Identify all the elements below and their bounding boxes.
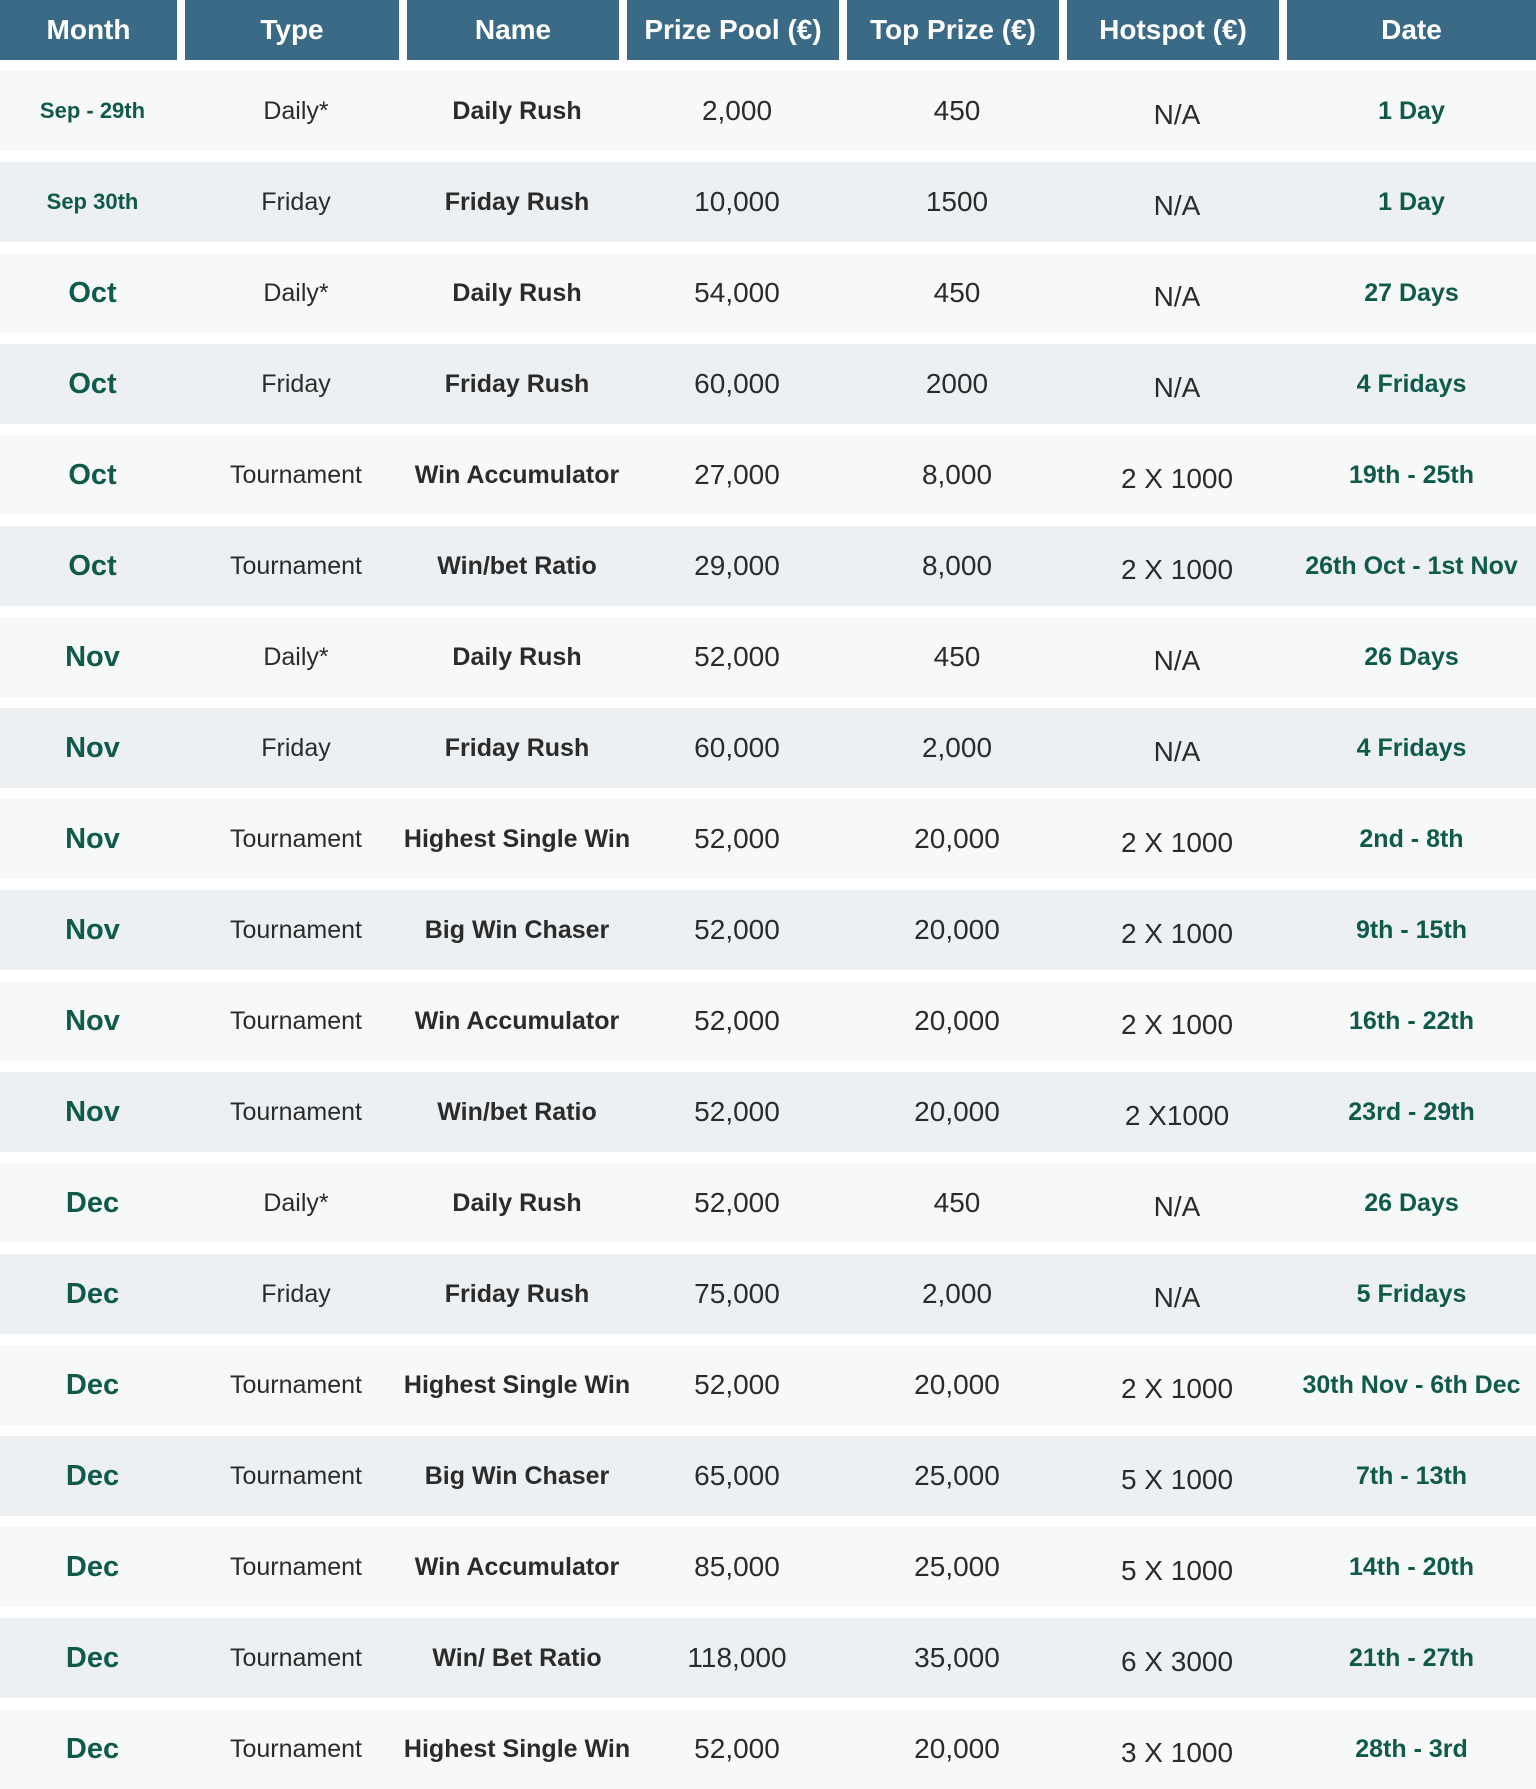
- table-row: [0, 890, 1536, 970]
- cell-date: 7th - 13th: [1355, 1461, 1468, 1490]
- cell-top-prize: 25,000: [914, 1551, 1000, 1582]
- cell-name: Daily Rush: [452, 642, 582, 671]
- cell-month: Nov: [65, 1095, 120, 1128]
- cell-name: Win Accumulator: [414, 1552, 620, 1581]
- table-row: [0, 1254, 1536, 1334]
- cell-hotspot: N/A: [1153, 1191, 1201, 1222]
- table-row: [0, 1436, 1536, 1516]
- cell-hotspot: N/A: [1153, 99, 1201, 130]
- header-name: Name: [407, 0, 627, 60]
- cell-prize-pool: 52,000: [694, 1096, 780, 1127]
- cell-type: Tournament: [229, 1734, 363, 1763]
- cell-type: Tournament: [229, 551, 363, 580]
- cell-hotspot: 3 X 1000: [1120, 1737, 1234, 1768]
- table-row: [0, 253, 1536, 333]
- cell-hotspot: 2 X 1000: [1120, 463, 1234, 494]
- cell-name: Daily Rush: [452, 278, 582, 307]
- cell-prize-pool: 27,000: [694, 459, 780, 490]
- cell-name: Friday Rush: [444, 369, 590, 398]
- cell-month: Dec: [65, 1277, 120, 1310]
- table-header: [0, 0, 1536, 60]
- cell-hotspot: N/A: [1153, 1282, 1201, 1313]
- table-row: [0, 435, 1536, 515]
- table-row: [0, 1072, 1536, 1152]
- cell-type: Tournament: [229, 1643, 363, 1672]
- cell-name: Highest Single Win: [403, 1370, 631, 1399]
- cell-type: Daily*: [263, 278, 329, 307]
- cell-prize-pool: 52,000: [694, 1187, 780, 1218]
- cell-type: Tournament: [229, 915, 363, 944]
- cell-prize-pool: 52,000: [694, 641, 780, 672]
- cell-date: 21th - 27th: [1348, 1643, 1475, 1672]
- cell-type: Daily*: [263, 642, 329, 671]
- cell-date: 1 Day: [1378, 96, 1445, 125]
- cell-top-prize: 450: [933, 95, 981, 126]
- cell-hotspot: 2 X1000: [1124, 1100, 1230, 1131]
- cell-prize-pool: 75,000: [694, 1278, 780, 1309]
- cell-top-prize: 20,000: [914, 823, 1000, 854]
- cell-date: 16th - 22th: [1348, 1006, 1475, 1035]
- cell-prize-pool: 65,000: [694, 1460, 780, 1491]
- cell-prize-pool: 60,000: [694, 368, 780, 399]
- cell-date: 1 Day: [1378, 187, 1445, 216]
- cell-type: Friday: [261, 187, 331, 216]
- cell-hotspot: N/A: [1153, 190, 1201, 221]
- cell-date: 19th - 25th: [1348, 460, 1475, 489]
- cell-top-prize: 20,000: [914, 914, 1000, 945]
- cell-month: Sep - 29th: [39, 98, 146, 123]
- cell-name: Big Win Chaser: [424, 915, 610, 944]
- cell-hotspot: N/A: [1153, 281, 1201, 312]
- cell-hotspot: 2 X 1000: [1120, 1373, 1234, 1404]
- cell-month: Dec: [65, 1550, 120, 1583]
- cell-top-prize: 20,000: [914, 1369, 1000, 1400]
- cell-type: Tournament: [229, 1552, 363, 1581]
- cell-type: Friday: [261, 733, 331, 762]
- header-month: Month: [0, 0, 185, 60]
- cell-prize-pool: 118,000: [687, 1642, 787, 1673]
- cell-month: Dec: [65, 1641, 120, 1674]
- cell-month: Oct: [68, 458, 117, 491]
- cell-month: Nov: [65, 913, 120, 946]
- cell-date: 4 Fridays: [1356, 733, 1467, 762]
- cell-name: Win Accumulator: [414, 1006, 620, 1035]
- cell-top-prize: 20,000: [914, 1733, 1000, 1764]
- cell-name: Win Accumulator: [414, 460, 620, 489]
- cell-month: Dec: [65, 1186, 120, 1219]
- table-row: [0, 162, 1536, 242]
- cell-month: Dec: [65, 1368, 120, 1401]
- cell-date: 9th - 15th: [1355, 915, 1468, 944]
- cell-month: Nov: [65, 822, 120, 855]
- cell-name: Highest Single Win: [403, 824, 631, 853]
- cell-date: 26th Oct - 1st Nov: [1305, 551, 1518, 580]
- cell-type: Daily*: [263, 1188, 329, 1217]
- cell-prize-pool: 52,000: [694, 1005, 780, 1036]
- header-type: Type: [185, 0, 407, 60]
- cell-date: 28th - 3rd: [1355, 1734, 1468, 1763]
- table-row: [0, 617, 1536, 697]
- table-row: [0, 71, 1536, 151]
- cell-prize-pool: 60,000: [694, 732, 780, 763]
- table-row: [0, 799, 1536, 879]
- cell-month: Oct: [68, 367, 117, 400]
- cell-date: 5 Fridays: [1356, 1279, 1467, 1308]
- cell-name: Daily Rush: [452, 96, 582, 125]
- cell-prize-pool: 52,000: [694, 914, 780, 945]
- cell-type: Friday: [261, 1279, 331, 1308]
- cell-top-prize: 20,000: [914, 1005, 1000, 1036]
- table-body: [0, 71, 1536, 1789]
- cell-name: Win/bet Ratio: [437, 1097, 597, 1126]
- cell-top-prize: 20,000: [914, 1096, 1000, 1127]
- cell-prize-pool: 52,000: [694, 823, 780, 854]
- cell-name: Friday Rush: [444, 733, 590, 762]
- cell-name: Win/ Bet Ratio: [432, 1643, 602, 1672]
- cell-top-prize: 450: [933, 1187, 981, 1218]
- cell-top-prize: 1500: [925, 186, 989, 217]
- table-row: [0, 708, 1536, 788]
- cell-top-prize: 2000: [925, 368, 989, 399]
- cell-type: Daily*: [263, 96, 329, 125]
- cell-prize-pool: 2,000: [701, 95, 773, 126]
- cell-prize-pool: 52,000: [694, 1369, 780, 1400]
- table-row: [0, 981, 1536, 1061]
- cell-month: Nov: [65, 731, 120, 764]
- table-row: [0, 1345, 1536, 1425]
- cell-prize-pool: 29,000: [694, 550, 780, 581]
- header-prize-pool: Prize Pool (€): [627, 0, 847, 60]
- cell-hotspot: 5 X 1000: [1120, 1555, 1234, 1586]
- cell-name: Friday Rush: [444, 187, 590, 216]
- cell-type: Tournament: [229, 1006, 363, 1035]
- cell-date: 23rd - 29th: [1348, 1097, 1475, 1126]
- cell-prize-pool: 10,000: [694, 186, 780, 217]
- cell-date: 27 Days: [1364, 278, 1459, 307]
- cell-type: Tournament: [229, 1097, 363, 1126]
- table-row: [0, 526, 1536, 606]
- cell-date: 4 Fridays: [1356, 369, 1467, 398]
- cell-hotspot: N/A: [1153, 736, 1201, 767]
- cell-type: Tournament: [229, 1461, 363, 1490]
- cell-hotspot: N/A: [1153, 645, 1201, 676]
- cell-type: Tournament: [229, 1370, 363, 1399]
- cell-name: Friday Rush: [444, 1279, 590, 1308]
- cell-name: Highest Single Win: [403, 1734, 631, 1763]
- cell-hotspot: 5 X 1000: [1120, 1464, 1234, 1495]
- cell-month: Dec: [65, 1732, 120, 1765]
- cell-date: 14th - 20th: [1348, 1552, 1475, 1581]
- table-row: [0, 1709, 1536, 1789]
- cell-name: Big Win Chaser: [424, 1461, 610, 1490]
- cell-name: Daily Rush: [452, 1188, 582, 1217]
- header-date: Date: [1287, 0, 1536, 60]
- cell-top-prize: 2,000: [921, 732, 993, 763]
- cell-top-prize: 35,000: [914, 1642, 1000, 1673]
- cell-type: Tournament: [229, 824, 363, 853]
- cell-date: 26 Days: [1364, 1188, 1459, 1217]
- cell-date: 26 Days: [1364, 642, 1459, 671]
- cell-hotspot: 6 X 3000: [1120, 1646, 1234, 1677]
- cell-name: Win/bet Ratio: [437, 551, 597, 580]
- cell-month: Sep 30th: [46, 189, 139, 214]
- cell-date: 30th Nov - 6th Dec: [1302, 1370, 1521, 1399]
- header-top-prize: Top Prize (€): [847, 0, 1067, 60]
- cell-top-prize: 8,000: [921, 550, 993, 581]
- table-row: [0, 1527, 1536, 1607]
- cell-hotspot: N/A: [1153, 372, 1201, 403]
- cell-top-prize: 450: [933, 641, 981, 672]
- table-row: [0, 1618, 1536, 1698]
- cell-top-prize: 8,000: [921, 459, 993, 490]
- cell-month: Nov: [65, 1004, 120, 1037]
- cell-hotspot: 2 X 1000: [1120, 827, 1234, 858]
- cell-prize-pool: 54,000: [694, 277, 780, 308]
- cell-month: Oct: [68, 549, 117, 582]
- cell-type: Tournament: [229, 460, 363, 489]
- header-hotspot: Hotspot (€): [1067, 0, 1287, 60]
- cell-type: Friday: [261, 369, 331, 398]
- cell-month: Oct: [68, 276, 117, 309]
- cell-date: 2nd - 8th: [1359, 824, 1464, 853]
- table-row: [0, 344, 1536, 424]
- cell-prize-pool: 52,000: [694, 1733, 780, 1764]
- cell-hotspot: 2 X 1000: [1120, 554, 1234, 585]
- cell-top-prize: 450: [933, 277, 981, 308]
- cell-hotspot: 2 X 1000: [1120, 918, 1234, 949]
- table-row: [0, 1163, 1536, 1243]
- cell-prize-pool: 85,000: [694, 1551, 780, 1582]
- cell-hotspot: 2 X 1000: [1120, 1009, 1234, 1040]
- cell-top-prize: 25,000: [914, 1460, 1000, 1491]
- cell-top-prize: 2,000: [921, 1278, 993, 1309]
- cell-month: Dec: [65, 1459, 120, 1492]
- cell-month: Nov: [65, 640, 120, 673]
